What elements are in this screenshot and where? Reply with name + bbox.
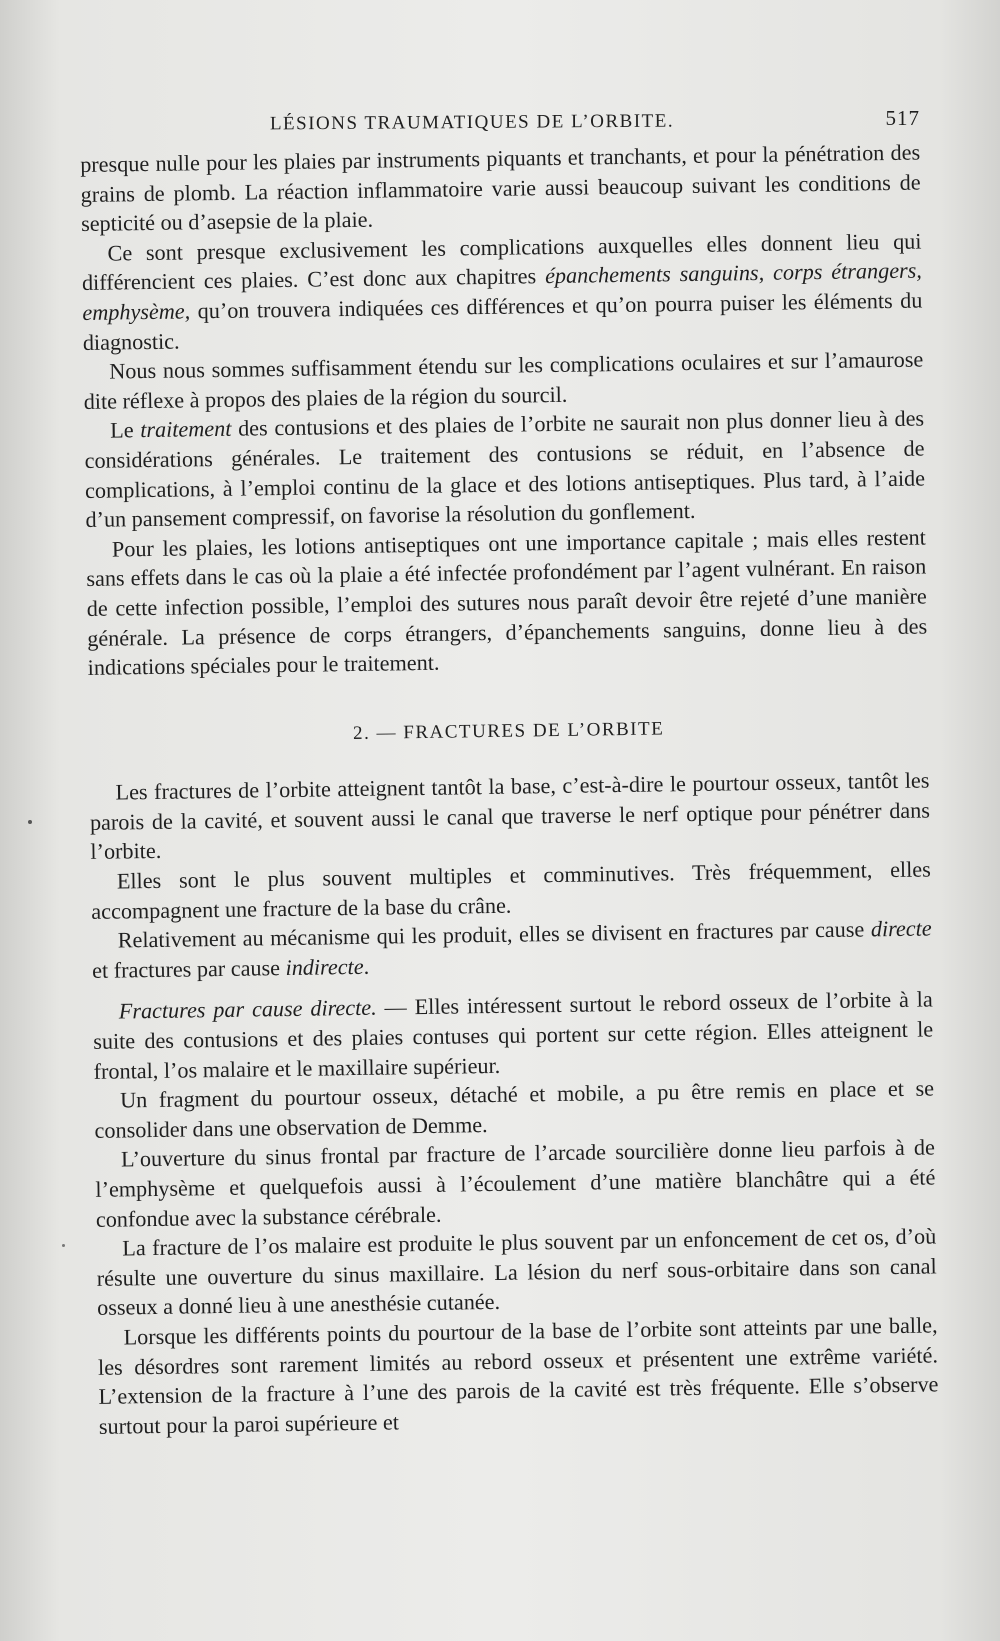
text-run: Relativement au mécanisme qui les produit, elles se divisent en fractures par cause bbox=[117, 916, 872, 953]
text-run: des contusions et des plaies de l’orbite ne saurait non plus donner lieu à des considérations générales. Le traitement des contusions se réduit, en l’absence de complications, à l’emploi continu de la glace et des lotions antiseptiques. Plus tard, à l’aide d’un pansement compressif, on favorise la résolution du gonflement. bbox=[84, 405, 926, 533]
paragraph-sinus-frontal: L’ouverture du sinus frontal par fracture de l’arcade sourcilière donne lieu parfois à de l’emphysème et quelquefois aussi à l’écoulement d’une matière blanchâtre qui a été confondue avec la substance cérébrale. bbox=[95, 1134, 936, 1232]
paragraph-mecanisme bbox=[92, 914, 933, 986]
paragraph-continuation: presque nulle pour les plaies par instruments piquants et tranchants, et pour la pénétration des grains de plomb. La réaction inflammatoire varie aussi beaucoup suivant les conditions de septicité ou d’asepsie de la plaie. bbox=[80, 139, 921, 237]
text-run: et fractures par cause bbox=[91, 954, 286, 983]
paragraph-comminutives: Elles sont le plus souvent multiples et comminutives. Très fréquemment, elles accompagnent une fracture de la base du crâne. bbox=[91, 856, 931, 924]
paragraph-amaurose: Nous nous sommes suffisamment étendu sur les complications oculaires et sur l’amaurose dite réflexe à propos des plaies de la région du sourcil. bbox=[83, 346, 924, 414]
paragraph-traitement bbox=[84, 404, 926, 535]
text-run: Ce sont presque exclusivement les complications auxquelles elles donnent lieu qui différencient ces plaies. C’est donc aux chapitres bbox=[81, 228, 922, 296]
section-title: 2. — FRACTURES DE L’ORBITE bbox=[352, 718, 665, 744]
ink-speck bbox=[28, 820, 32, 824]
paragraph-complications bbox=[81, 226, 923, 357]
paragraph-fractures-intro: Les fractures de l’orbite atteignent tantôt la base, c’est-à-dire le pourtour osseux, tantôt les parois de la cavité, et souvent aussi le canal que traverse le nerf optique pour pénétrer dans l’orbite. bbox=[89, 767, 931, 865]
italic-run: Fractures par cause directe. bbox=[118, 995, 377, 1024]
ink-speck bbox=[62, 1244, 65, 1247]
text-run: qu’on trouvera indiquées ces différences et qu’on pourra puiser les éléments du diagnostic. bbox=[82, 287, 923, 355]
running-title: LÉSIONS TRAUMATIQUES DE L’ORBITE. bbox=[269, 110, 675, 135]
italic-run: indirecte bbox=[285, 953, 364, 980]
paragraph-malaire: La fracture de l’os malaire est produite le plus souvent par un enfoncement de cet os, d’où résulte une ouverture du sinus maxillaire. La lésion du nerf sous-orbitaire dans son canal osseux a donné lieu à une anesthésie cutanée. bbox=[96, 1223, 937, 1321]
text-run: . bbox=[363, 953, 370, 979]
page-header bbox=[70, 106, 930, 142]
paragraph-cause-directe bbox=[93, 985, 934, 1086]
italic-run: traitement bbox=[140, 416, 232, 443]
paragraph-plaies: Pour les plaies, les lotions antiseptiques ont une importance capitale ; mais elles restent sans effets dans le cas où la plaie a été infectée profondément par l’agent vulnérant. En raison de cette infection possible, l’emploi des sutures nous paraît devoir être rejeté d’une manière générale. La présence de corps étrangers, d’épanchements sanguins, donne lieu à des indications spéciales pour le traitement. bbox=[86, 524, 928, 681]
italic-run: épanchements sanguins, corps étrangers, emphysème, bbox=[82, 257, 923, 325]
paragraph-demme: Un fragment du pourtour osseux, détaché et mobile, a pu être remis en place et se consolider dans une observation de Demme. bbox=[94, 1075, 935, 1143]
text-run: Le bbox=[109, 417, 141, 443]
italic-run: directe bbox=[870, 915, 932, 942]
text-run: — Elles intéressent surtout le rebord osseux de l’orbite à la suite des contusions et des plaies contuses qui portent sur cette région. Elles atteignent le frontal, l’os malaire et le maxillaire supérieur. bbox=[93, 986, 934, 1084]
page-body bbox=[80, 138, 939, 1442]
page-number: 517 bbox=[885, 106, 920, 130]
paragraph-balle: Lorsque les différents points du pourtour de la base de l’orbite sont atteints par une balle, les désordres sont rarement limités au rebord osseux et présentent une extrême variété. L’extension de la fracture à l’une des parois de la cavité est très fréquente. Elle s’observe surtout pour la paroi supérieure et bbox=[97, 1312, 939, 1439]
